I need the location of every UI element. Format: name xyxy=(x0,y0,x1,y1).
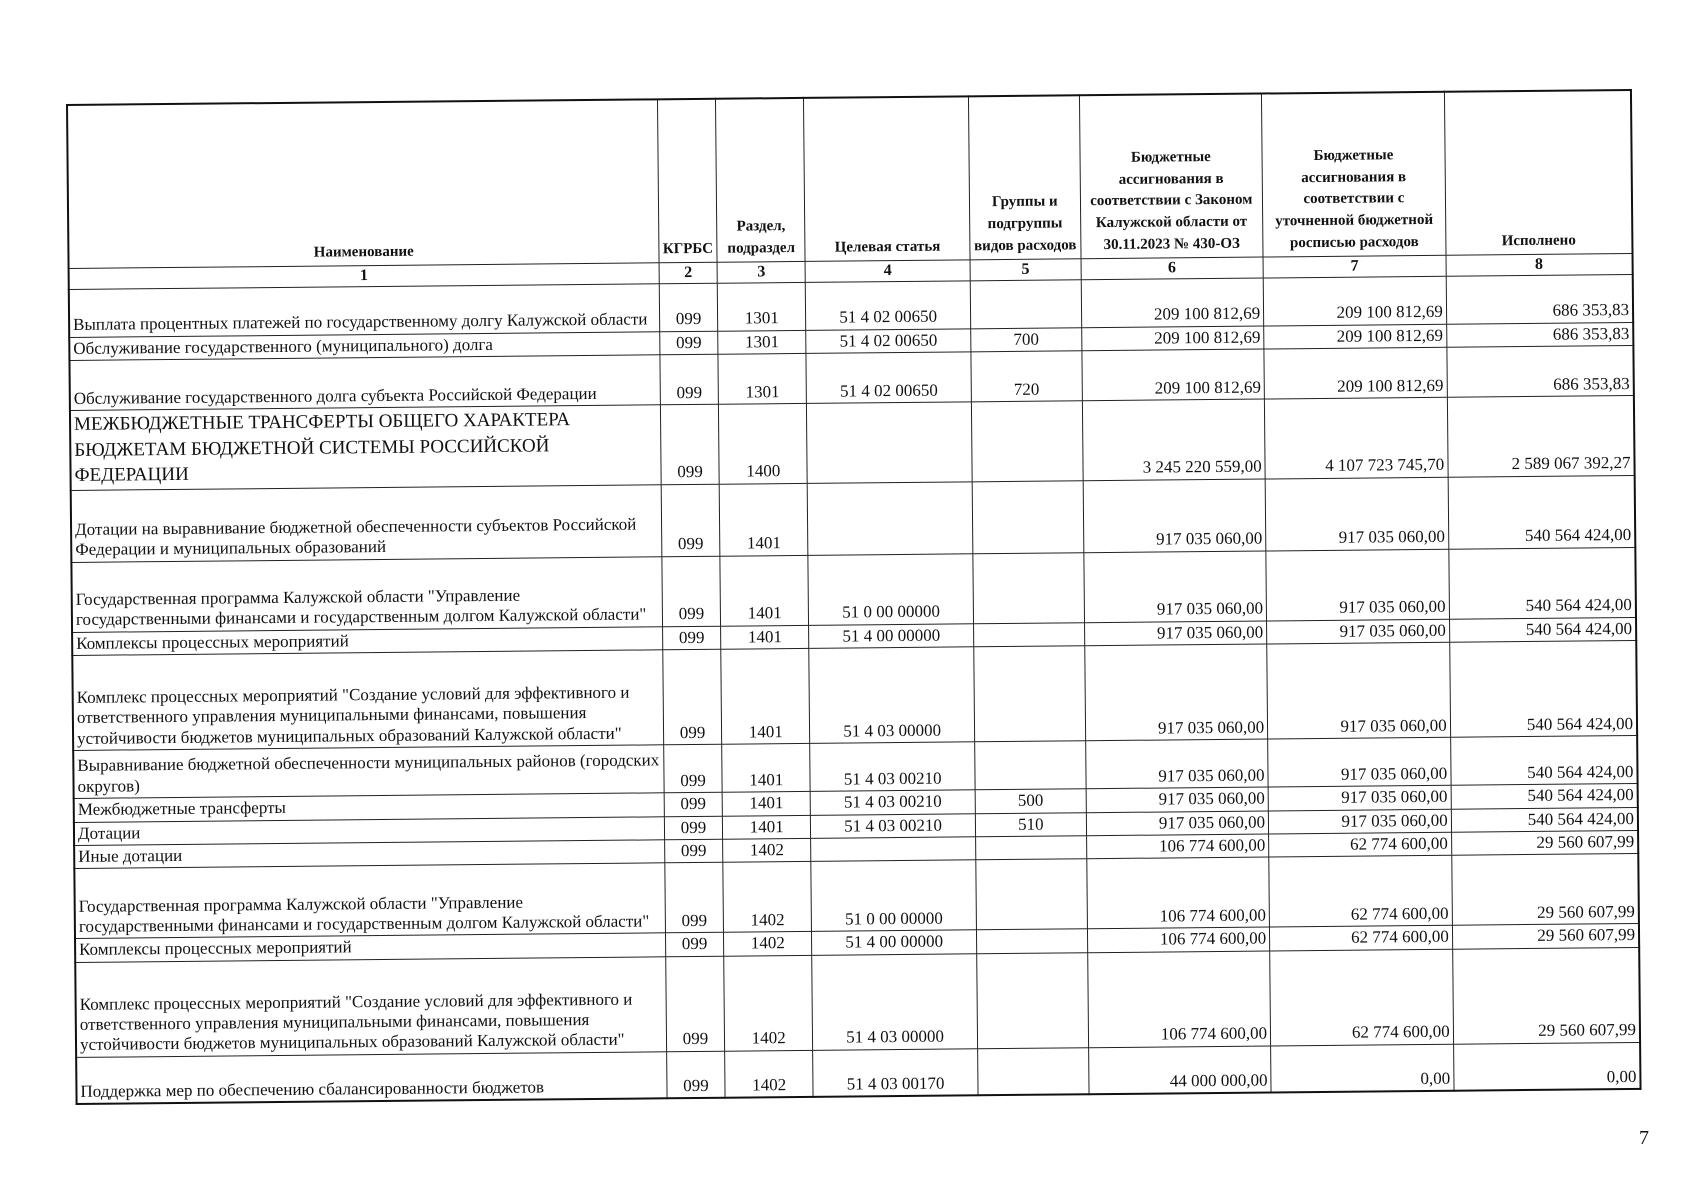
row-rospis: 917 035 060,00 xyxy=(1266,549,1449,621)
row-rospis: 917 035 060,00 xyxy=(1265,477,1448,551)
row-statya: 51 4 03 00210 xyxy=(810,813,975,838)
column-number: 6 xyxy=(1081,257,1264,280)
row-kgrbs: 099 xyxy=(662,626,721,650)
row-rospis: 209 100 812,69 xyxy=(1264,324,1447,349)
row-ispolneno: 686 353,83 xyxy=(1447,345,1634,397)
row-name: Комплекс процессных мероприятий "Создание условий для эффективного и ответственного управления муниципальными финансами, повышения устойчивости бюджетов муниципальных образований Калужской области" xyxy=(75,957,666,1058)
row-name: Выравнивание бюджетной обеспеченности муниципальных районов (городских округов) xyxy=(73,745,664,799)
column-number: 7 xyxy=(1263,255,1446,278)
row-razdel: 1400 xyxy=(719,403,807,484)
row-razdel: 1402 xyxy=(723,862,811,933)
row-ispolneno: 540 564 424,00 xyxy=(1451,784,1638,809)
row-vid: 700 xyxy=(971,327,1082,351)
row-ispolneno: 540 564 424,00 xyxy=(1449,547,1636,619)
row-law: 917 035 060,00 xyxy=(1086,811,1269,836)
row-rospis: 917 035 060,00 xyxy=(1268,785,1451,810)
row-kgrbs: 099 xyxy=(660,354,719,405)
row-statya: 51 4 00 00000 xyxy=(812,930,977,955)
row-vid xyxy=(974,646,1085,742)
row-law: 917 035 060,00 xyxy=(1084,644,1267,741)
row-ispolneno: 540 564 424,00 xyxy=(1451,807,1638,832)
row-razdel: 1401 xyxy=(723,792,811,816)
row-name: Дотации xyxy=(74,816,664,845)
row-name: Обслуживание государственного долга субъекта Российской Федерации xyxy=(69,355,660,411)
row-rospis: 917 035 060,00 xyxy=(1267,619,1450,644)
table-row xyxy=(72,641,1637,751)
row-name: Государственная программа Калужской области "Управление государственными финансами и государственным долгом Калужской области" xyxy=(74,863,665,939)
row-statya: 51 4 03 00000 xyxy=(812,954,978,1051)
row-name: Иные дотации xyxy=(74,840,664,869)
row-razdel: 1402 xyxy=(724,955,813,1051)
row-law: 106 774 600,00 xyxy=(1086,834,1269,859)
row-kgrbs: 099 xyxy=(660,404,720,484)
header-razdel: Раздел, подраздел xyxy=(716,98,805,262)
row-law: 3 245 220 559,00 xyxy=(1082,399,1265,481)
row-rospis: 62 774 600,00 xyxy=(1269,832,1452,857)
row-rospis: 209 100 812,69 xyxy=(1264,347,1447,399)
row-statya: 51 4 03 00210 xyxy=(810,742,976,792)
column-number: 4 xyxy=(805,259,970,282)
row-law: 917 035 060,00 xyxy=(1084,621,1267,646)
row-kgrbs: 099 xyxy=(663,744,722,793)
row-name: Обслуживание государственного (муниципального) долга xyxy=(69,331,659,360)
row-law: 917 035 060,00 xyxy=(1085,739,1268,789)
row-kgrbs: 099 xyxy=(666,1051,725,1099)
row-razdel: 1401 xyxy=(720,555,808,626)
row-statya: 51 4 02 00650 xyxy=(806,352,972,404)
row-kgrbs: 099 xyxy=(665,933,724,957)
row-razdel: 1401 xyxy=(721,625,809,649)
row-statya xyxy=(811,837,976,862)
row-kgrbs: 099 xyxy=(661,556,720,627)
row-ispolneno: 29 560 607,99 xyxy=(1451,854,1638,926)
row-razdel: 1401 xyxy=(722,744,810,793)
row-vid xyxy=(972,481,1083,554)
row-vid xyxy=(973,553,1084,624)
row-law: 106 774 600,00 xyxy=(1087,927,1270,952)
header-kgrbs: КГРБС xyxy=(657,99,717,263)
column-number: 5 xyxy=(970,258,1081,280)
row-law: 209 100 812,69 xyxy=(1081,326,1264,351)
row-razdel: 1401 xyxy=(723,815,811,839)
row-ispolneno: 686 353,83 xyxy=(1446,274,1633,324)
row-name: Поддержка мер по обеспечению сбалансированности бюджетов xyxy=(76,1052,667,1105)
row-name: Выплата процентных платежей по государственному долгу Калужской области xyxy=(69,283,660,337)
row-rospis: 0,00 xyxy=(1271,1044,1454,1093)
row-vid xyxy=(977,929,1088,953)
header-name: Наименование xyxy=(67,99,659,268)
page-number: 7 xyxy=(1639,1127,1649,1149)
row-name: Комплекс процессных мероприятий "Создание условий для эффективного и ответственного управления муниципальными финансами, повышения устойчивости бюджетов муниципальных образований Калужской области" xyxy=(72,650,663,751)
column-number: 3 xyxy=(717,261,805,283)
row-ispolneno: 540 564 424,00 xyxy=(1448,475,1635,549)
row-rospis: 62 774 600,00 xyxy=(1270,926,1453,951)
row-name: Дотации на выравнивание бюджетной обеспеченности субъектов Российской Федерации и муниципальных образований xyxy=(71,485,662,563)
row-statya xyxy=(807,402,973,484)
header-statya: Целевая статья xyxy=(804,96,971,261)
row-vid xyxy=(976,836,1087,860)
row-name: Межбюджетные трансферты xyxy=(74,793,664,822)
row-razdel: 1401 xyxy=(720,483,808,556)
row-statya: 51 4 03 00000 xyxy=(809,647,975,744)
row-name: Государственная программа Калужской области "Управление государственными финансами и государственным долгом Калужской области" xyxy=(71,557,662,633)
row-vid xyxy=(970,279,1081,328)
column-number: 8 xyxy=(1446,253,1633,276)
row-law: 209 100 812,69 xyxy=(1081,278,1264,328)
row-law: 106 774 600,00 xyxy=(1086,857,1269,929)
row-rospis: 209 100 812,69 xyxy=(1263,276,1446,326)
row-vid xyxy=(978,1047,1089,1095)
row-statya: 51 0 00 00000 xyxy=(811,860,977,932)
header-ispolneno: Исполнено xyxy=(1444,90,1632,255)
row-name: Комплексы процессных мероприятий xyxy=(72,627,662,656)
row-rospis: 917 035 060,00 xyxy=(1268,737,1451,787)
row-ispolneno: 2 589 067 392,27 xyxy=(1447,395,1635,477)
row-law: 917 035 060,00 xyxy=(1083,479,1266,553)
row-law: 44 000 000,00 xyxy=(1088,1046,1271,1095)
row-razdel: 1301 xyxy=(718,330,806,354)
row-statya: 51 4 03 00170 xyxy=(813,1049,979,1098)
row-rospis: 62 774 600,00 xyxy=(1270,949,1453,1046)
column-number: 2 xyxy=(659,262,718,284)
header-rospis: Бюджетные ассигнования в соответствии с уточненной бюджетной росписью расходов xyxy=(1262,92,1446,257)
row-razdel: 1301 xyxy=(718,353,806,404)
row-law: 209 100 812,69 xyxy=(1081,349,1264,401)
row-statya: 51 4 00 00000 xyxy=(809,624,974,649)
row-law: 106 774 600,00 xyxy=(1087,951,1270,1048)
row-vid: 500 xyxy=(975,789,1086,813)
header-row xyxy=(67,90,1632,268)
column-number: 1 xyxy=(69,262,659,289)
row-vid xyxy=(972,401,1083,482)
row-kgrbs: 099 xyxy=(661,484,720,557)
row-razdel: 1402 xyxy=(724,932,812,956)
row-statya: 51 4 02 00650 xyxy=(805,280,971,330)
budget-table xyxy=(66,89,1642,1105)
header-law: Бюджетные ассигнования в соответствии с Законом Калужской области от 30.11.2023 № 430-ОЗ xyxy=(1079,94,1263,259)
row-vid xyxy=(976,859,1087,930)
row-kgrbs: 099 xyxy=(659,331,718,355)
row-razdel: 1401 xyxy=(721,649,810,745)
row-name: МЕЖБЮДЖЕТНЫЕ ТРАНСФЕРТЫ ОБЩЕГО ХАРАКТЕРА БЮДЖЕТАМ БЮДЖЕТНОЙ СИСТЕМЫ РОССИЙСКОЙ ФЕДЕРАЦИИ xyxy=(70,405,661,491)
row-razdel: 1402 xyxy=(723,838,811,862)
row-kgrbs: 099 xyxy=(659,283,718,332)
row-law: 917 035 060,00 xyxy=(1086,787,1269,812)
row-razdel: 1301 xyxy=(718,282,806,331)
row-statya: 51 4 03 00210 xyxy=(810,790,975,815)
row-rospis: 62 774 600,00 xyxy=(1269,856,1452,928)
row-vid xyxy=(977,953,1088,1049)
row-ispolneno: 540 564 424,00 xyxy=(1449,617,1636,642)
row-name: Комплексы процессных мероприятий xyxy=(75,933,665,962)
header-vid: Группы и подгруппы видов расходов xyxy=(969,95,1081,259)
row-ispolneno: 686 353,83 xyxy=(1446,322,1633,347)
table-row xyxy=(75,947,1640,1057)
row-ispolneno: 29 560 607,99 xyxy=(1451,830,1638,855)
row-kgrbs: 099 xyxy=(664,816,723,840)
row-kgrbs: 099 xyxy=(664,792,723,816)
row-ispolneno: 540 564 424,00 xyxy=(1449,641,1637,738)
row-statya xyxy=(807,482,973,556)
row-kgrbs: 099 xyxy=(664,863,723,934)
row-ispolneno: 540 564 424,00 xyxy=(1450,736,1637,786)
row-kgrbs: 099 xyxy=(662,649,722,745)
row-law: 917 035 060,00 xyxy=(1083,551,1266,623)
table-body xyxy=(69,274,1641,1104)
row-vid: 720 xyxy=(971,351,1082,402)
row-rospis: 917 035 060,00 xyxy=(1268,809,1451,834)
row-rospis: 917 035 060,00 xyxy=(1267,642,1450,739)
row-ispolneno: 29 560 607,99 xyxy=(1452,924,1639,949)
row-ispolneno: 29 560 607,99 xyxy=(1452,947,1640,1044)
row-rospis: 4 107 723 745,70 xyxy=(1265,397,1448,479)
row-vid xyxy=(975,741,1086,790)
document-page xyxy=(66,89,1642,1105)
row-kgrbs: 099 xyxy=(664,839,723,863)
row-vid: 510 xyxy=(976,812,1087,836)
row-statya: 51 0 00 00000 xyxy=(808,554,974,626)
table-row xyxy=(70,395,1635,490)
row-statya: 51 4 02 00650 xyxy=(806,328,971,353)
row-kgrbs: 099 xyxy=(665,956,725,1052)
row-ispolneno: 0,00 xyxy=(1453,1042,1640,1091)
row-vid xyxy=(974,623,1085,647)
row-razdel: 1402 xyxy=(725,1050,813,1098)
